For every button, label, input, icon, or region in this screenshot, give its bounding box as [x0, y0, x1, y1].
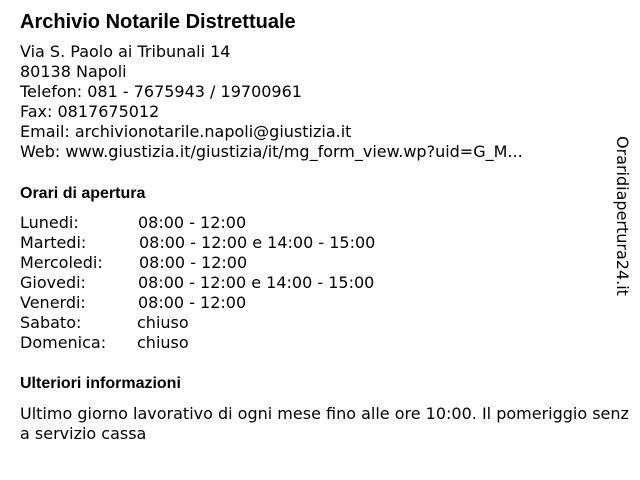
day-hours: chiuso [137, 313, 189, 332]
address-line: Via S. Paolo ai Tribunali 14 [20, 42, 231, 61]
city-line: 80138 Napoli [20, 62, 127, 81]
day-hours: chiuso [137, 333, 189, 352]
day-label: Martedi: [20, 233, 87, 252]
day-hours: 08:00 - 12:00 [139, 253, 248, 272]
day-hours: 08:00 - 12:00 e 14:00 - 15:00 [138, 273, 375, 292]
phone-line: Telefon: 081 - 7675943 / 19700961 [20, 82, 302, 101]
day-hours: 08:00 - 12:00 [138, 293, 247, 312]
fax-line: Fax: 0817675012 [20, 102, 160, 121]
page-title: Archivio Notarile Distrettuale [20, 11, 296, 33]
day-label: Domenica: [20, 333, 107, 352]
site-watermark: Oraridiapertura24.it [613, 136, 632, 296]
additional-info-heading: Ulteriori informazioni [20, 375, 181, 392]
day-label: Giovedi: [20, 273, 86, 292]
day-label: Venerdi: [20, 293, 86, 312]
contact-details [20, 42, 523, 162]
opening-hours-heading: Orari di apertura [20, 185, 146, 202]
day-hours: 08:00 - 12:00 [138, 213, 247, 232]
day-label: Mercoledi: [20, 253, 103, 272]
day-hours: 08:00 - 12:00 e 14:00 - 15:00 [139, 233, 376, 252]
additional-info-text: Ultimo giorno lavorativo di ogni mese fino alle ore 10:00. Il pomeriggio senza servizio cassa [20, 404, 629, 443]
day-label: Sabato: [20, 313, 82, 332]
day-label: Lunedi: [20, 213, 79, 232]
web-line: Web: www.giustizia.it/giustizia/it/mg_form_view.wp?uid=G_M... [20, 142, 523, 161]
email-line: Email: archivionotarile.napoli@giustizia.it [20, 122, 352, 141]
